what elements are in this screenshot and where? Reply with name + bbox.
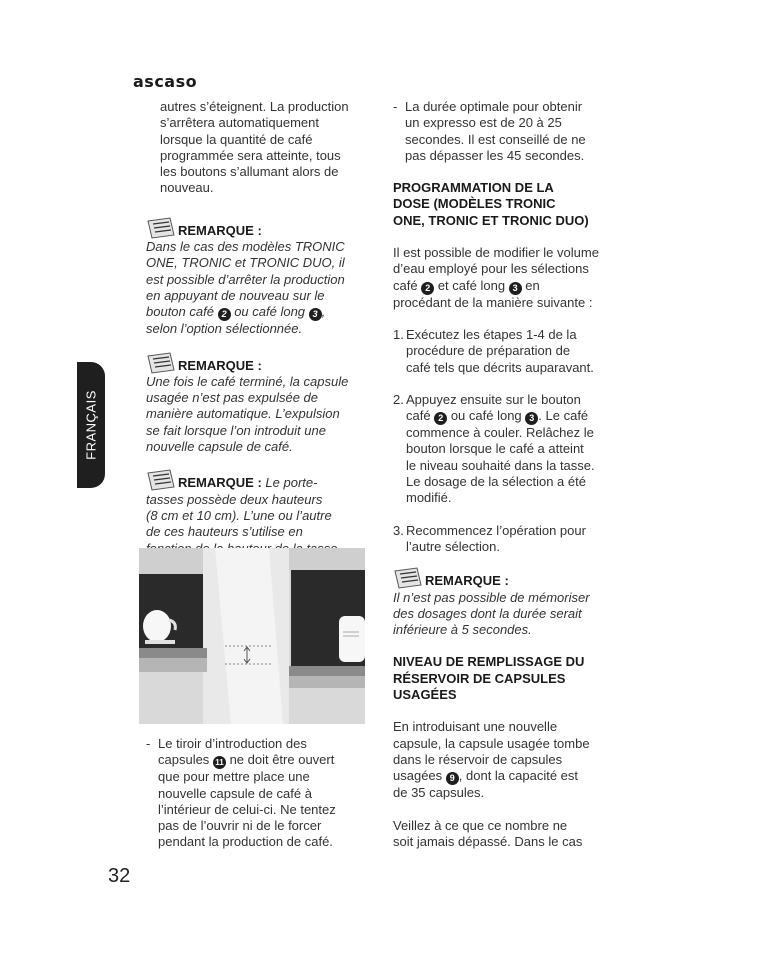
right-column — [393, 99, 628, 850]
brand-logo: ascaso — [133, 72, 198, 91]
note-icon — [146, 352, 176, 374]
text-line: Le tiroir d’introduction des — [158, 736, 307, 751]
step-number: 3. — [393, 522, 404, 538]
text-line: programmée sera atteinte, tous — [160, 147, 341, 163]
text-line: Appuyez ensuite sur le bouton — [406, 391, 581, 407]
section-heading — [393, 180, 628, 229]
numbered-step — [393, 392, 628, 507]
note-block — [146, 469, 376, 556]
text-line: (8 cm et 10 cm). L’une ou l’autre — [146, 507, 332, 523]
text-line: Recommencez l’opération pour — [406, 522, 586, 538]
note-block — [146, 217, 376, 338]
text-line: soit jamais dépassé. Dans le cas — [393, 833, 583, 849]
text-line: café tels que décrits auparavant. — [406, 359, 594, 375]
text-line: pendant la production de café. — [158, 834, 333, 850]
text-line: Il n’est pas possible de mémoriser — [393, 589, 590, 605]
text-line: de 35 capsules. — [393, 785, 485, 801]
heading-line: PROGRAMMATION DE LA — [393, 180, 554, 196]
text-line: inférieure à 5 secondes. — [393, 622, 532, 638]
text-line: que pour mettre place une — [158, 769, 310, 785]
text-fragment: bouton café — [146, 304, 214, 320]
text-line: Exécutez les étapes 1-4 de la — [406, 326, 577, 342]
text-line: manière automatique. L’expulsion — [146, 406, 340, 422]
text-fragment: ou café long — [450, 408, 522, 424]
text-fragment: Le porte- — [265, 475, 318, 491]
language-tab-label: FRANÇAIS — [83, 390, 99, 460]
note-icon — [146, 469, 176, 491]
language-tab — [77, 362, 105, 488]
heading-line: RÉSERVOIR DE CAPSULES — [393, 670, 566, 686]
numbered-step — [393, 327, 628, 376]
text-line: nouvelle capsule de café. — [146, 439, 293, 455]
text-fragment: ne doit être ouvert — [229, 752, 335, 768]
text-line: nouvelle capsule de café à — [158, 785, 312, 801]
text-fragment: , — [321, 304, 326, 320]
text-line: en appuyant de nouveau sur le — [146, 287, 325, 303]
text-fragment: capsules — [158, 752, 210, 768]
number-badge: 2 — [218, 308, 231, 321]
text-line: En introduisant une nouvelle — [393, 719, 558, 735]
text-fragment: , dont la capacité est — [458, 768, 579, 784]
heading-line: ONE, TRONIC ET TRONIC DUO) — [393, 212, 589, 228]
heading-line: USAGÉES — [393, 687, 457, 703]
text-line: pas dépasser les 45 secondes. — [405, 147, 585, 163]
number-badge: 2 — [434, 412, 447, 425]
section-heading — [393, 654, 628, 703]
text-line: Dans le cas des modèles TRONIC — [146, 239, 345, 255]
text-line: se fait lorsque l’on introduit une — [146, 422, 326, 438]
note-label: REMARQUE : — [178, 357, 262, 373]
note-block — [146, 352, 376, 456]
text-fragment: en — [525, 277, 540, 293]
cup-holder-height-photo — [139, 548, 365, 724]
note-icon — [146, 217, 176, 239]
heading-line: NIVEAU DE REMPLISSAGE DU — [393, 654, 585, 670]
text-line: l’autre sélection. — [406, 538, 500, 554]
text-line: un expresso est de 20 à 25 — [405, 115, 562, 131]
text-fragment: . Le café — [538, 408, 589, 424]
number-badge: 2 — [421, 282, 434, 295]
text-fragment: et café long — [437, 277, 506, 293]
text-fragment: café — [406, 408, 431, 424]
number-badge: 9 — [446, 772, 459, 785]
text-line: nouveau. — [160, 180, 214, 196]
paragraph — [393, 245, 628, 311]
text-line: La durée optimale pour obtenir — [405, 99, 583, 114]
paragraph — [393, 719, 628, 801]
list-item — [146, 736, 371, 851]
paragraph — [393, 818, 628, 851]
note-label: REMARQUE : — [178, 475, 262, 491]
text-line: Il est possible de modifier le volume — [393, 245, 599, 261]
note-icon — [393, 567, 423, 589]
text-line: les boutons s’allumant alors de — [160, 164, 339, 180]
text-line: Une fois le café terminé, la capsule — [146, 373, 349, 389]
text-line: ONE, TRONIC et TRONIC DUO, il — [146, 255, 345, 271]
text-line: le niveau souhaité dans la tasse. — [406, 457, 595, 473]
text-line: selon l’option sélectionnée. — [146, 321, 303, 337]
text-line: de ces hauteurs s’utilise en — [146, 524, 303, 540]
text-line: tasses possède deux hauteurs — [146, 491, 323, 507]
number-badge: 3 — [509, 282, 522, 295]
list-item — [393, 99, 628, 164]
text-line: est possible d’arrêter la production — [146, 271, 345, 287]
text-line: dans le réservoir de capsules — [393, 751, 563, 767]
text-line: bouton lorsque le café a atteint — [406, 441, 584, 457]
text-line: Veillez à ce que ce nombre ne — [393, 817, 568, 833]
text-fragment: café — [393, 277, 418, 293]
left-column-top — [146, 99, 376, 557]
text-line: capsule, la capsule usagée tombe — [393, 735, 590, 751]
step-number: 1. — [393, 326, 404, 342]
text-line: Le dosage de la sélection a été — [406, 474, 586, 490]
text-line: l’intérieur de celui-ci. Ne tentez — [158, 801, 336, 817]
text-line: pas de l’ouvrir ni de le forcer — [158, 818, 322, 834]
text-line: usagée n’est pas expulsée de — [146, 390, 319, 406]
intro-paragraph — [146, 99, 376, 197]
note-label: REMARQUE : — [425, 573, 509, 589]
text-line: d’eau employé pour les sélections — [393, 261, 589, 277]
note-block — [393, 567, 628, 638]
text-line: procédure de préparation de — [406, 343, 571, 359]
text-line: secondes. Il est conseillé de ne — [405, 131, 586, 147]
bullet-marker: - — [146, 736, 151, 751]
heading-line: DOSE (MODÈLES TRONIC — [393, 196, 556, 212]
note-label: REMARQUE : — [178, 222, 262, 238]
text-line: des dosages dont la durée serait — [393, 605, 582, 621]
text-line: procédant de la manière suivante : — [393, 294, 593, 310]
left-column-bottom — [146, 736, 371, 851]
text-line: commence à couler. Relâchez le — [406, 425, 594, 441]
text-line: modifié. — [406, 490, 452, 506]
text-line: autres s’éteignent. La production — [160, 99, 349, 114]
number-badge: 3 — [309, 308, 322, 321]
number-badge: 11 — [213, 756, 226, 769]
bullet-marker: - — [393, 99, 398, 114]
number-badge: 3 — [525, 412, 538, 425]
text-fragment: usagées — [393, 768, 443, 784]
page-number: 32 — [108, 865, 131, 887]
text-line: s’arrêtera automatiquement — [160, 115, 319, 131]
numbered-step — [393, 523, 628, 556]
text-fragment: ou café long — [234, 304, 306, 320]
step-number: 2. — [393, 391, 404, 407]
text-line: lorsque la quantité de café — [160, 131, 313, 147]
